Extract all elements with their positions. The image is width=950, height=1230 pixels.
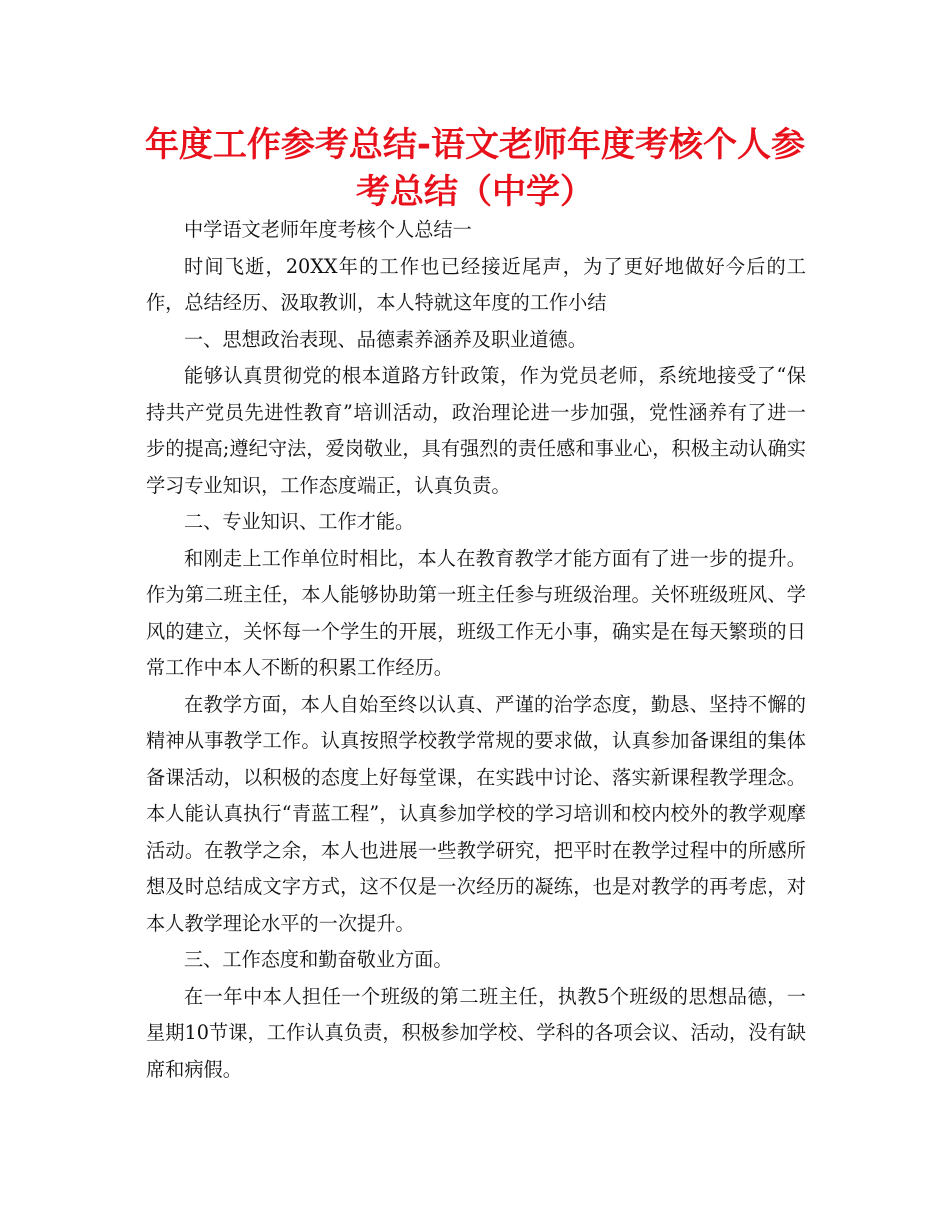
paragraph: 在一年中本人担任一个班级的第二班主任，执教5个班级的思想品德，一星期10节课，工作认真负责，积极参加学校、学科的各项会议、活动，没有缺席和病假。: [146, 984, 806, 1081]
document-body: [146, 212, 806, 1088]
section-heading-2: 二、专业知识、工作才能。: [184, 510, 415, 533]
paragraph-subtitle: 中学语文老师年度考核个人总结一: [184, 218, 472, 241]
paragraph: 和刚走上工作单位时相比，本人在教育教学才能方面有了进一步的提升。作为第二班主任，本人能够协助第一班主任参与班级治理。关怀班级班风、学风的建立，关怀每一个学生的开展，班级工作无小事，确实是在每天繁琐的日常工作中本人不断的积累工作经历。: [146, 546, 806, 679]
paragraph: 能够认真贯彻党的根本道路方针政策，作为党员老师，系统地接受了“保持共产党员先进性教育”培训活动，政治理论进一步加强，党性涵养有了进一步的提高;遵纪守法，爱岗敬业，具有强烈的责任感和事业心，积极主动认确实学习专业知识，工作态度端正，认真负责。: [146, 364, 806, 497]
section-heading-1: 一、思想政治表现、品德素养涵养及职业道德。: [184, 327, 587, 351]
section-heading-3: 三、工作态度和勤奋敬业方面。: [184, 948, 453, 971]
paragraph-intro: 时间飞逝，20XX年的工作也已经接近尾声，为了更好地做好今后的工作，总结经历、汲取教训，本人特就这年度的工作小结: [146, 254, 806, 314]
paragraph: 在教学方面，本人自始至终以认真、严谨的治学态度，勤恳、坚持不懈的精神从事教学工作。认真按照学校教学常规的要求做，认真参加备课组的集体备课活动，以积极的态度上好每堂课，在实践中讨论、落实新课程教学理念。本人能认真执行“青蓝工程”，认真参加学校的学习培训和校内校外的教学观摩活动。在教学之余，本人也进展一些教学研究，把平时在教学过程中的所感所想及时总结成文字方式，这不仅是一次经历的凝练，也是对教学的再考虑，对本人教学理论水平的一次提升。: [146, 692, 806, 935]
document-title: 年度工作参考总结-语文老师年度考核个人参考总结（中学）: [144, 125, 806, 212]
